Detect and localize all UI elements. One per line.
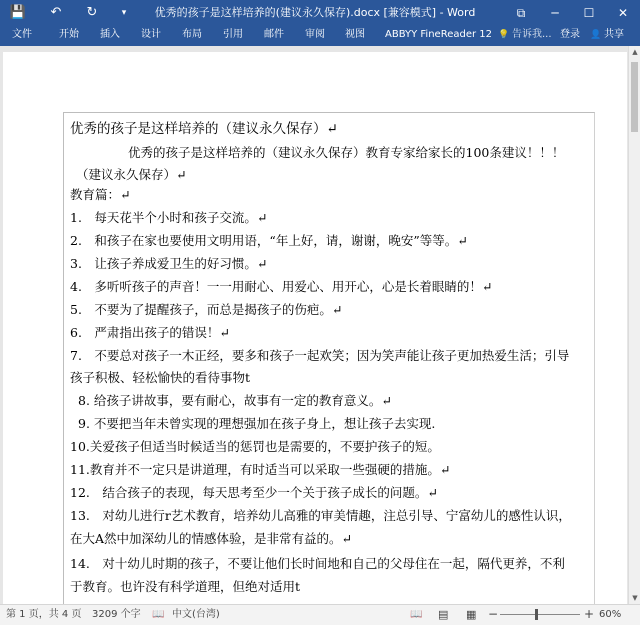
document-line: 优秀的孩子是这样培养的（建议永久保存）教育专家给家长的100条建议！！！ [128,145,565,160]
tab-abbyy-finereader[interactable]: ABBYY FineReader 12 [385,29,492,40]
tab-home[interactable]: 开始 [59,29,79,40]
document-line: 8. 给孩子讲故事，要有耐心，故事有一定的教育意义。↵ [78,393,392,408]
scroll-up-icon[interactable]: ▲ [632,48,638,56]
document-line: 10.关爱孩子但适当时候适当的惩罚也是需要的，不要护孩子的短。 [70,439,440,454]
document-line: 3. 让孩子养成爱卫生的好习惯。↵ [70,256,268,271]
document-line: 9. 不要把当年未曾实现的理想强加在孩子身上，想让孩子去实现. [78,416,436,431]
scroll-down-icon[interactable]: ▼ [632,594,638,602]
tab-references[interactable]: 引用 [223,29,243,40]
document-line: 14. 对十幼儿时期的孩子，不要让他们长时间地和自己的父母住在一起，隔代更养，不利 [70,556,565,571]
document-line: 5. 不要为了提醒孩子，而总是揭孩子的伤疤。↵ [70,302,343,317]
tab-design[interactable]: 设计 [141,29,161,40]
ribbon-display-options-icon[interactable]: ⧉ [516,6,526,20]
zoom-slider[interactable] [500,614,580,615]
tab-view[interactable]: 视图 [345,29,365,40]
vertical-scrollbar[interactable] [628,46,640,604]
document-line: 12. 结合孩子的表现，每天思考至少一个关于孩子成长的问题。↵ [70,485,438,500]
maximize-icon[interactable]: ☐ [583,6,595,20]
window-title: 优秀的孩子是这样培养的(建议永久保存).docx [兼容模式] - Word [154,6,476,19]
zoom-in-button[interactable]: + [584,607,595,621]
document-line: 6. 严肃指出孩子的错误！↵ [70,325,230,340]
document-line: （建议永久保存）↵ [76,167,187,182]
zoom-slider-thumb[interactable] [535,609,538,620]
language-indicator[interactable]: 中文(台湾) [172,609,220,620]
customize-quick-access-icon[interactable]: ▾ [121,8,127,18]
tab-file[interactable]: 文件 [12,29,32,40]
status-bar [0,604,640,625]
document-line: 11.教育并不一定只是讲道理，有时适当可以采取一些强硬的措施。↵ [70,462,451,477]
redo-icon[interactable]: ↻ [86,5,98,20]
scrollbar-thumb[interactable] [631,62,638,132]
document-line: 孩子积极、轻松愉快的看待事物t [70,370,251,385]
tab-insert[interactable]: 插入 [100,29,120,40]
document-line: 于教育。也许没有科学道理，但绝对适用t [70,579,301,594]
sign-in-link[interactable]: 登录 [560,29,580,40]
share-button[interactable]: 共享 [604,29,624,40]
document-line: 4. 多听听孩子的声音！一一用耐心、用爱心、用开心，心是长着眼睛的！↵ [70,279,493,294]
document-page[interactable] [3,52,627,604]
tab-layout[interactable]: 布局 [182,29,202,40]
tab-review[interactable]: 审阅 [305,29,325,40]
undo-icon[interactable]: ↶ [50,5,62,20]
title-bar [0,0,640,26]
page-count[interactable]: 第 1 页，共 4 页 [6,609,82,620]
zoom-out-button[interactable]: − [488,607,499,621]
text-frame[interactable] [63,112,595,604]
document-line: 7. 不要总对孩子一木正经，要多和孩子一起欢笑；因为笑声能让孩子更加热爱生活；引导 [70,348,570,363]
document-line: 教育篇：↵ [70,187,131,202]
proofing-icon[interactable]: 📖 [152,609,165,620]
document-line: 2. 和孩子在家也要使用文明用语，“年上好，请，谢谢，晚安”等等。↵ [70,233,468,248]
document-title-line: 优秀的孩子是这样培养的（建议永久保存）↵ [70,121,338,137]
web-layout-icon[interactable]: ▦ [466,608,477,621]
word-count[interactable]: 3209 个字 [92,609,141,620]
close-icon[interactable]: ✕ [617,6,629,20]
tab-mailings[interactable]: 邮件 [264,29,284,40]
zoom-level[interactable]: 60% [599,609,622,620]
share-person-icon: 👤 [590,30,602,40]
minimize-icon[interactable]: ─ [551,6,559,20]
ribbon-tabs [0,26,640,46]
document-line: 在大A然中加深幼儿的情感体验，是非常有益的。↵ [70,531,353,546]
document-line: 13. 对幼儿进行r艺术教育，培养幼儿高雅的审美情趣，注总引导、宁富幼儿的感性认识， [70,508,571,523]
tell-me-search[interactable]: 告诉我... [512,29,552,40]
read-mode-icon[interactable]: 📖 [410,609,423,620]
lightbulb-icon: 💡 [498,30,510,40]
document-line: 1. 每天花半个小时和孩子交流。↵ [70,210,268,225]
document-workspace [0,46,628,604]
save-icon[interactable]: 💾 [9,5,27,20]
print-layout-icon[interactable]: ▤ [438,608,449,621]
